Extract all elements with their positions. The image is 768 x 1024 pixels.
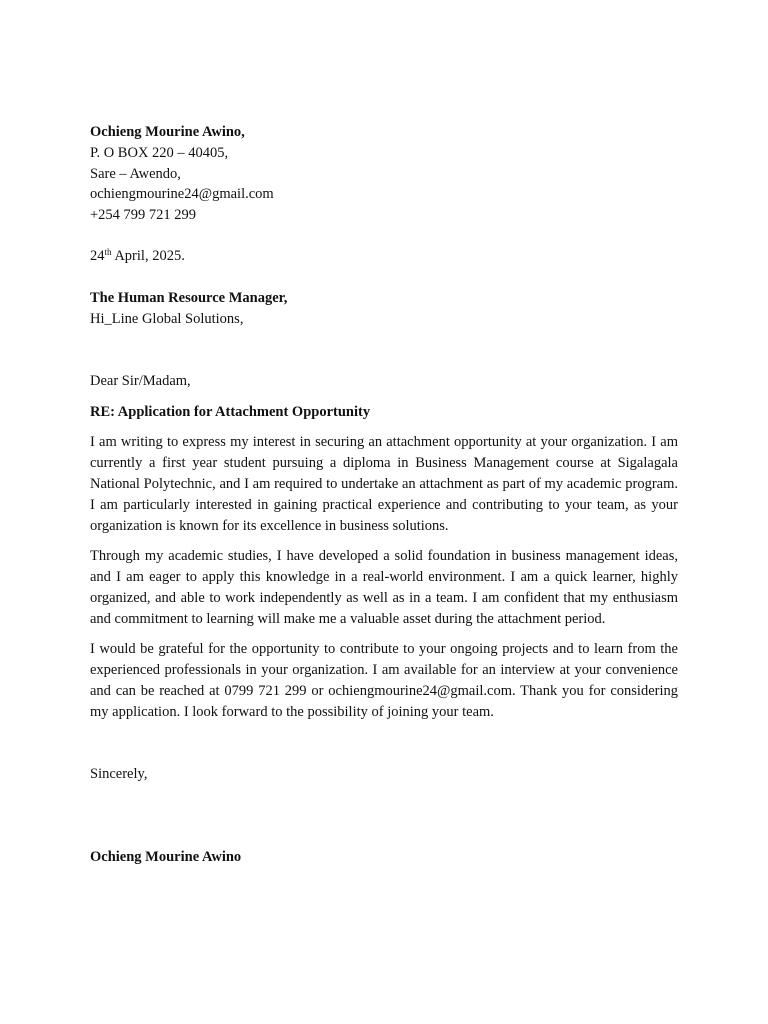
sender-address-block	[90, 122, 680, 226]
sender-address-line1: P. O BOX 220 – 40405,	[90, 144, 229, 161]
letter-date	[90, 246, 680, 267]
sender-phone: +254 799 721 299	[90, 207, 197, 224]
sender-address-line2: Sare – Awendo,	[90, 165, 181, 182]
recipient-block	[90, 288, 680, 330]
date-suffix: th	[104, 247, 112, 257]
subject-line: RE: Application for Attachment Opportunity	[90, 404, 371, 420]
date-rest: April, 2025.	[111, 248, 185, 264]
closing: Sincerely,	[90, 766, 148, 782]
salutation: Dear Sir/Madam,	[90, 373, 191, 389]
recipient-title: The Human Resource Manager,	[90, 290, 288, 306]
date-day: 24	[90, 248, 105, 264]
body-paragraph-1: I am writing to express my interest in securing an attachment opportunity at your organization. I am currently a first year student pursuing a diploma in Business Management course at Sigalagala National Polytechnic, and I am required to undertake an attachment as part of my academic program. I am particularly interested in gaining practical experience and contributing to your team, as your organization is known for its excellence in business solutions.	[90, 434, 678, 534]
body-paragraph-3: I would be grateful for the opportunity to contribute to your ongoing projects and to learn from the experienced professionals in your organization. I am available for an interview at your convenience and can be reached at 0799 721 299 or ochiengmourine24@gmail.com. Thank you for considering my application. I look forward to the possibility of joining your team.	[90, 641, 678, 720]
recipient-company: Hi_Line Global Solutions,	[90, 310, 244, 327]
signature-name: Ochieng Mourine Awino	[90, 849, 242, 865]
body-paragraph-2: Through my academic studies, I have developed a solid foundation in business management ideas, and I am eager to apply this knowledge in a real-world environment. I am a quick learner, highly organized, and able to work independently as well as in a team. I am confident that my enthusiasm and commitment to learning will make me a valuable asset during the attachment period.	[90, 548, 678, 627]
sender-name: Ochieng Mourine Awino,	[90, 124, 245, 140]
sender-email: ochiengmourine24@gmail.com	[90, 186, 274, 203]
